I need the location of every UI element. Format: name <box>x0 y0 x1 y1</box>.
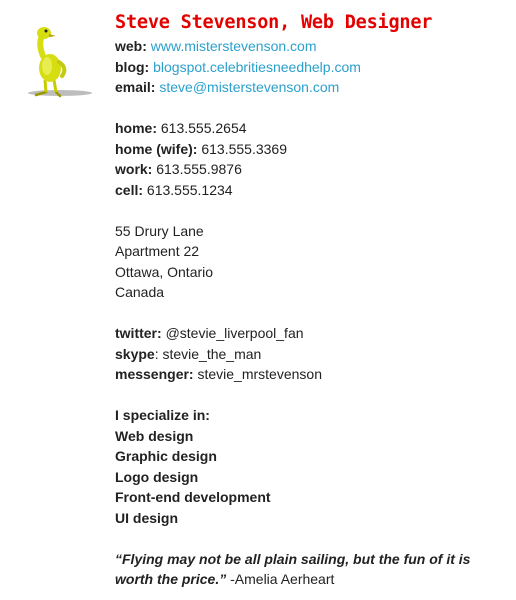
contact-card <box>115 10 505 590</box>
yellow-bird-icon <box>16 22 96 98</box>
specialty-item: Front-end development <box>115 489 271 505</box>
specialty-item: Graphic design <box>115 448 217 464</box>
web-link[interactable]: www.misterstevenson.com <box>150 38 317 54</box>
skype-handle: : stevie_the_man <box>154 345 262 362</box>
quote <box>115 549 505 590</box>
cell-phone: 613.555.1234 <box>146 181 233 198</box>
blog-row <box>115 57 505 78</box>
twitter-row <box>115 323 505 344</box>
address-line: 55 Drury Lane <box>115 222 204 239</box>
blog-link[interactable]: blogspot.celebritiesneedhelp.com <box>153 58 361 75</box>
email-row <box>115 77 505 98</box>
address-line: Apartment 22 <box>115 243 200 259</box>
work-label: work: <box>115 161 153 177</box>
home-phone-row <box>115 118 505 139</box>
twitter-handle: @stevie_liverpool_fan <box>165 325 304 341</box>
quote-text: “Flying may not be all plain sailing, but the fun of it is worth the price.” <box>115 550 471 587</box>
messenger-handle: stevie_mrstevenson <box>197 366 322 382</box>
specialties-heading: I specialize in: <box>115 407 210 423</box>
specialty-item: UI design <box>115 509 179 526</box>
web-label: web: <box>115 38 147 54</box>
address-line: Canada <box>115 284 165 300</box>
home-label: home: <box>115 120 157 136</box>
skype-label: skype <box>115 345 155 362</box>
skype-row <box>115 344 505 365</box>
cell-label: cell: <box>115 181 144 198</box>
blog-label: blog: <box>115 58 150 75</box>
page-title: Steve Stevenson, Web Designer <box>115 12 433 33</box>
quote-author: -Amelia Aerheart <box>230 571 335 587</box>
wife-phone-row <box>115 139 505 160</box>
wife-label: home (wife): <box>115 140 198 157</box>
specialty-item: Logo design <box>115 468 199 485</box>
email-label: email: <box>115 79 156 95</box>
messenger-row <box>115 364 505 385</box>
web-row <box>115 36 505 57</box>
address-line: Ottawa, Ontario <box>115 263 214 280</box>
home-phone: 613.555.2654 <box>160 120 247 136</box>
cell-phone-row <box>115 180 505 201</box>
work-phone-row <box>115 159 505 180</box>
twitter-label: twitter: <box>115 325 162 341</box>
work-phone: 613.555.9876 <box>156 161 242 177</box>
wife-phone: 613.555.3369 <box>201 140 287 157</box>
messenger-label: messenger: <box>115 366 194 382</box>
email-link[interactable]: steve@misterstevenson.com <box>159 79 340 95</box>
specialty-item: Web design <box>115 427 194 444</box>
